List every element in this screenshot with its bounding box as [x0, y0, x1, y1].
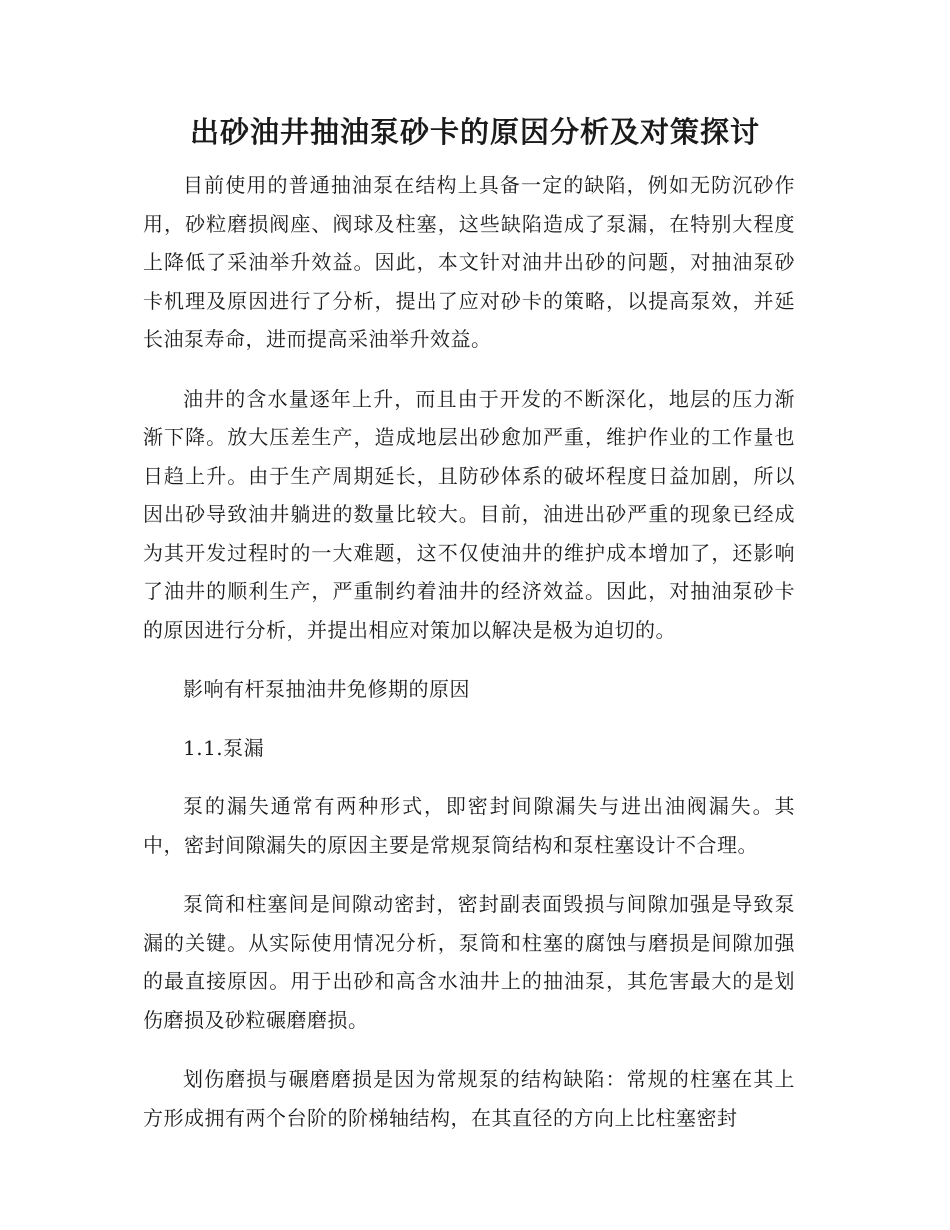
section-heading: 影响有杆泵抽油井免修期的原因 [183, 677, 470, 701]
paragraph-background: 油井的含水量逐年上升，而且由于开发的不断深化，地层的压力渐渐下降。放大压差生产，造成地层出砂愈加严重，维护作业的工作量也日趋上升。由于生产周期延长，且防砂体系的破坏程度日益加剧，所以因出砂导致油井躺进的数量比较大。目前，油进出砂严重的现象已经成为其开发过程时的一大难题，这不仅使油井的维护成本增加了，还影响了油井的顺利生产，严重制约着油井的经济效益。因此，对抽油泵砂卡的原因进行分析，并提出相应对策加以解决是极为迫切的。 [143, 386, 795, 642]
document-title: 出砂油井抽油泵砂卡的原因分析及对策探讨 [189, 115, 760, 149]
document-body [143, 166, 795, 1158]
paragraph-seal-wear: 泵筒和柱塞间是间隙动密封，密封副表面毁损与间隙加强是导致泵漏的关键。从实际使用情况分析，泵筒和柱塞的腐蚀与磨损是间隙加强的最直接原因。用于出砂和高含水油井上的抽油泵，其危害最大的是划伤磨损及砂粒碾磨磨损。 [143, 892, 795, 1032]
paragraph-structure-defect: 划伤磨损与碾磨磨损是因为常规泵的结构缺陷：常规的柱塞在其上方形成拥有两个台阶的阶梯轴结构，在其直径的方向上比柱塞密封 [143, 1067, 795, 1130]
subsection-heading: 1.1.泵漏 [183, 735, 265, 760]
paragraph-intro: 目前使用的普通抽油泵在结构上具备一定的缺陷，例如无防沉砂作用，砂粒磨损阀座、阀球及柱塞，这些缺陷造成了泵漏，在特别大程度上降低了采油举升效益。因此，本文针对油井出砂的问题，对抽油泵砂卡机理及原因进行了分析，提出了应对砂卡的策略，以提高泵效，并延长油泵寿命，进而提高采油举升效益。 [143, 173, 795, 351]
paragraph-pump-leak: 泵的漏失通常有两种形式，即密封间隙漏失与进出油阀漏失。其中，密封间隙漏失的原因主要是常规泵筒结构和泵柱塞设计不合理。 [143, 794, 795, 857]
